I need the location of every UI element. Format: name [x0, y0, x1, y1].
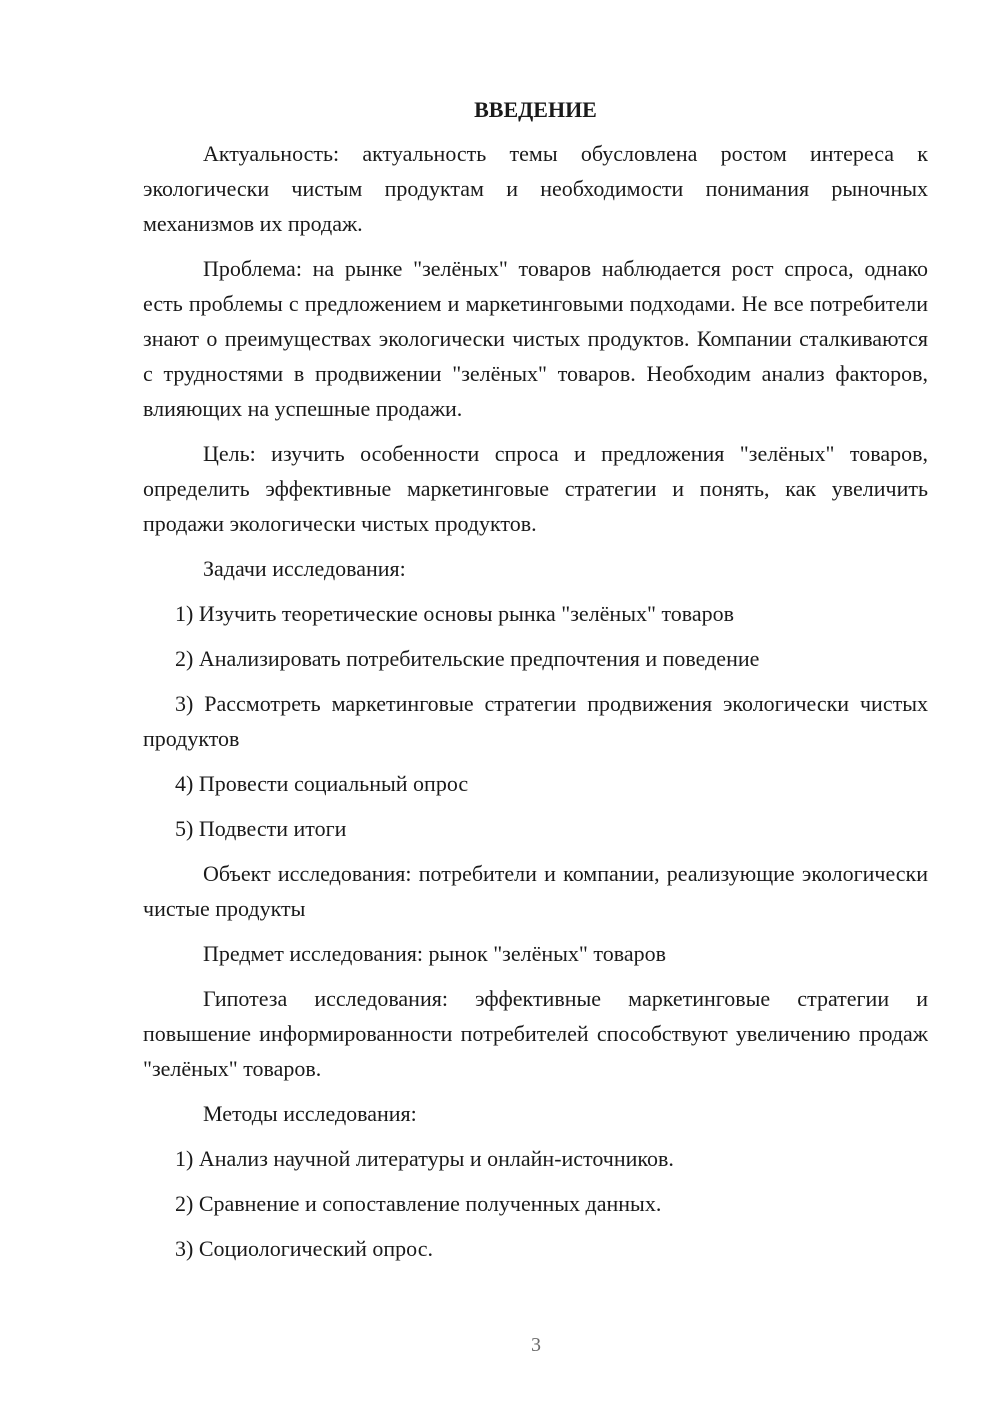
method-item: 2) Сравнение и сопоставление полученных данных.: [175, 1191, 662, 1216]
document-page: [143, 96, 928, 1276]
task-item: 3) Рассмотреть маркетинговые стратегии продвижения экологически чистых продуктов: [143, 691, 928, 751]
actuality-paragraph: Актуальность: актуальность темы обусловлена ростом интереса к экологически чистым продуктам и необходимости понимания рыночных механизмов их продаж.: [143, 141, 928, 236]
goal-paragraph: Цель: изучить особенности спроса и предложения "зелёных" товаров, определить эффективные маркетинговые стратегии и понять, как увеличить продажи экологически чистых продуктов.: [143, 441, 928, 536]
method-item: 1) Анализ научной литературы и онлайн-источников.: [175, 1146, 674, 1171]
method-item: 3) Социологический опрос.: [175, 1236, 433, 1261]
section-title: ВВЕДЕНИЕ: [474, 97, 597, 122]
object-paragraph: Объект исследования: потребители и компании, реализующие экологически чистые продукты: [143, 861, 928, 921]
hypothesis-paragraph: Гипотеза исследования: эффективные маркетинговые стратегии и повышение информированности потребителей способствуют увеличению продаж "зелёных" товаров.: [143, 986, 928, 1081]
tasks-heading: Задачи исследования:: [203, 556, 406, 581]
task-item: 1) Изучить теоретические основы рынка "зелёных" товаров: [175, 601, 735, 626]
problem-paragraph: Проблема: на рынке "зелёных" товаров наблюдается рост спроса, однако есть проблемы с предложением и маркетинговыми подходами. Не все потребители знают о преимуществах экологически чистых продуктов. Компании сталкиваются с трудностями в продвижении "зелёных" товаров. Необходим анализ факторов, влияющих на успешные продажи.: [143, 256, 928, 421]
task-item: 2) Анализировать потребительские предпочтения и поведение: [175, 646, 760, 671]
page-number: 3: [531, 1334, 541, 1356]
task-item: 5) Подвести итоги: [175, 816, 347, 841]
methods-heading: Методы исследования:: [203, 1101, 417, 1126]
subject-paragraph: Предмет исследования: рынок "зелёных" товаров: [203, 941, 666, 966]
task-item: 4) Провести социальный опрос: [175, 771, 469, 796]
